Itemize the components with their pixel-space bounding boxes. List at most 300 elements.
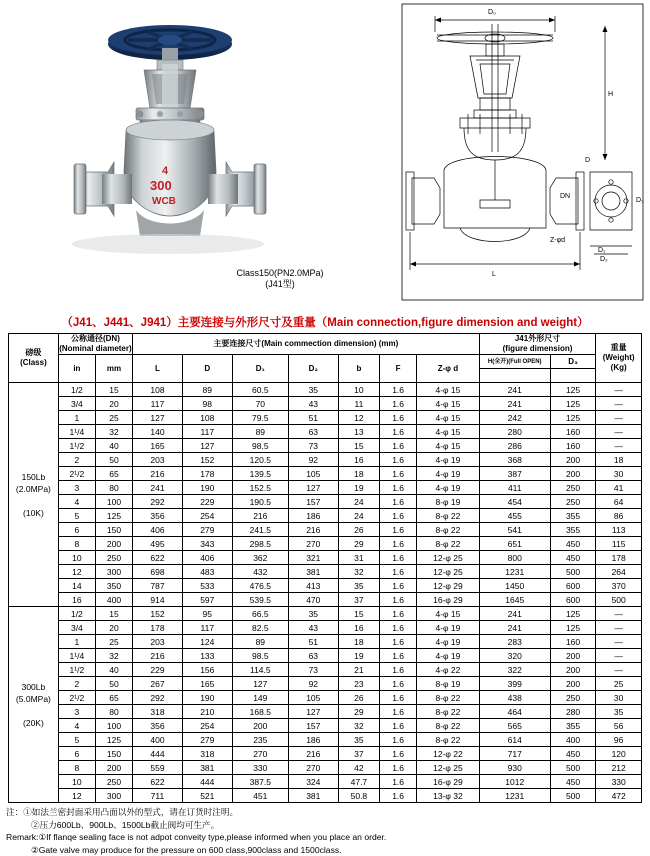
table-cell: 165 (182, 677, 232, 691)
table-cell: 500 (596, 593, 642, 607)
table-cell: 1.6 (380, 537, 417, 551)
table-cell: 8 (58, 537, 95, 551)
table-cell: 2¹/2 (58, 691, 95, 705)
table-cell: 80 (95, 705, 132, 719)
table-cell: 464 (479, 705, 550, 719)
table-cell: — (596, 439, 642, 453)
header-col-b: b (338, 355, 379, 383)
table-cell: 387 (479, 467, 550, 481)
table-cell: 152 (133, 607, 183, 621)
table-cell: 1.6 (380, 747, 417, 761)
caption-line-2: (J41型) (150, 279, 410, 290)
drawing-label-dn: DN (560, 193, 570, 200)
photo-marking-class: 300 (150, 178, 172, 193)
table-cell: 250 (550, 481, 596, 495)
table-cell: 450 (550, 551, 596, 565)
table-cell: 355 (550, 719, 596, 733)
table-header-row-1 (9, 334, 642, 355)
table-cell: 300 (95, 789, 132, 803)
table-cell: 25 (95, 635, 132, 649)
table-row (9, 719, 642, 733)
note-line-1: 注：①如法兰密封面采用凸面以外的型式，请在订货时注明。 (6, 806, 650, 819)
table-cell: 30 (596, 467, 642, 481)
table-cell: 451 (232, 789, 288, 803)
table-cell: 717 (479, 747, 550, 761)
header-col-h: H(全开)(Full OPEN) (479, 355, 550, 369)
table-head (9, 334, 642, 383)
table-cell: 600 (550, 593, 596, 607)
table-row (9, 607, 642, 621)
table-cell: 350 (95, 579, 132, 593)
table-cell: 35 (338, 579, 379, 593)
table-cell: 1¹/4 (58, 649, 95, 663)
table-cell: 1.6 (380, 775, 417, 789)
header-col-d: D (182, 355, 232, 383)
table-cell: 3 (58, 705, 95, 719)
table-cell: 800 (479, 551, 550, 565)
table-cell: 320 (479, 649, 550, 663)
table-cell: 66.5 (232, 607, 288, 621)
table-cell: 42 (338, 761, 379, 775)
table-cell: 25 (596, 677, 642, 691)
page-title: （J41、J441、J941）主要连接与外形尺寸及重量（Main connection,figure dimension and weight） (0, 314, 650, 330)
table-cell: 241 (133, 481, 183, 495)
header-nominal-in: in (58, 355, 95, 383)
table-cell: 43 (288, 621, 338, 635)
table-cell: 1.6 (380, 677, 417, 691)
table-cell: 100 (95, 719, 132, 733)
table-cell: 216 (288, 523, 338, 537)
table-cell: 400 (95, 593, 132, 607)
table-cell: — (596, 425, 642, 439)
table-cell: 1¹/2 (58, 663, 95, 677)
table-cell: 254 (182, 719, 232, 733)
table-cell: 1.6 (380, 789, 417, 803)
table-cell: 930 (479, 761, 550, 775)
table-row (9, 621, 642, 635)
header-weight: 重量 (Weight) (Kg) (596, 334, 642, 383)
table-cell: 8-φ 22 (417, 733, 480, 747)
table-cell: 1.6 (380, 635, 417, 649)
table-cell: 200 (550, 677, 596, 691)
dimension-table (8, 333, 642, 803)
table-cell: 8-φ 22 (417, 523, 480, 537)
note-line-2: ②压力600Lb、900Lb、1500Lb截止阀均可生产。 (31, 819, 650, 832)
table-cell: 318 (133, 705, 183, 719)
table-cell: 280 (479, 425, 550, 439)
table-cell: 279 (182, 523, 232, 537)
table-cell: 8-φ 22 (417, 691, 480, 705)
table-cell: 4-φ 15 (417, 439, 480, 453)
table-cell: 73 (288, 439, 338, 453)
table-cell: 300 (95, 565, 132, 579)
table-cell: 19 (338, 649, 379, 663)
table-row (9, 663, 642, 677)
table-cell: 200 (232, 719, 288, 733)
table-cell: 1.6 (380, 425, 417, 439)
drawing-label-d3: D₃ (636, 197, 644, 204)
header-nominal-diameter: 公称通径(DN) (Nominal diameter) (58, 334, 132, 355)
table-cell: 1.6 (380, 761, 417, 775)
table-cell: 125 (550, 411, 596, 425)
table-cell: 4-φ 15 (417, 411, 480, 425)
table-cell: 20 (95, 621, 132, 635)
table-cell: 200 (95, 537, 132, 551)
table-cell: — (596, 397, 642, 411)
table-cell: 355 (550, 523, 596, 537)
table-cell: 12-φ 29 (417, 579, 480, 593)
table-cell: 139.5 (232, 467, 288, 481)
table-cell: 8-φ 22 (417, 705, 480, 719)
table-cell: 5 (58, 509, 95, 523)
drawing-label-h: H (608, 91, 613, 98)
table-row (9, 747, 642, 761)
table-cell: 1 (58, 411, 95, 425)
table-cell: 711 (133, 789, 183, 803)
table-cell: 50.8 (338, 789, 379, 803)
table-cell: 444 (133, 747, 183, 761)
header-nominal-mm: mm (95, 355, 132, 383)
table-cell: 165 (133, 439, 183, 453)
table-cell: 35 (596, 705, 642, 719)
table-cell: 1.6 (380, 453, 417, 467)
table-cell: 113 (596, 523, 642, 537)
table-cell: 651 (479, 537, 550, 551)
table-cell: 406 (133, 523, 183, 537)
table-cell: 160 (550, 425, 596, 439)
table-cell: 2¹/2 (58, 467, 95, 481)
header-main-connection: 主要连接尺寸(Main commection dimension) (mm) (133, 334, 480, 355)
table-cell: 241 (479, 383, 550, 397)
table-cell: 124 (182, 635, 232, 649)
class-cell: 150Lb (2.0MPa) (10K) (9, 383, 59, 607)
table-row (9, 383, 642, 397)
table-cell: 16 (58, 593, 95, 607)
table-cell: 270 (288, 761, 338, 775)
table-cell: — (596, 621, 642, 635)
table-cell: 98.5 (232, 649, 288, 663)
table-row (9, 537, 642, 551)
table-cell: 565 (479, 719, 550, 733)
table-cell: 41 (596, 481, 642, 495)
table-cell: 73 (288, 663, 338, 677)
table-cell: 16-φ 29 (417, 775, 480, 789)
table-cell: 117 (133, 397, 183, 411)
header-col-f: F (380, 355, 417, 383)
table-cell: 70 (232, 397, 288, 411)
table-cell: 29 (338, 705, 379, 719)
table-cell: 270 (288, 537, 338, 551)
table-cell: 400 (133, 733, 183, 747)
table-cell: 152 (182, 453, 232, 467)
table-cell: 476.5 (232, 579, 288, 593)
table-cell: 29 (338, 537, 379, 551)
table-cell: 160 (550, 439, 596, 453)
table-cell: 914 (133, 593, 183, 607)
table-cell: 125 (95, 509, 132, 523)
table-cell: 1.6 (380, 593, 417, 607)
table-cell: 4-φ 15 (417, 383, 480, 397)
table-cell: 40 (95, 663, 132, 677)
table-cell: 200 (550, 663, 596, 677)
table-cell: 250 (550, 495, 596, 509)
table-cell: 216 (232, 509, 288, 523)
table-cell: 4-φ 22 (417, 663, 480, 677)
table-cell: 127 (232, 677, 288, 691)
table-cell: 3/4 (58, 621, 95, 635)
table-cell: 1.6 (380, 411, 417, 425)
table-cell: 1.6 (380, 691, 417, 705)
table-cell: 283 (479, 635, 550, 649)
table-cell: 32 (338, 719, 379, 733)
table-cell: 105 (288, 467, 338, 481)
table-cell: 200 (95, 761, 132, 775)
table-cell: 12-φ 25 (417, 761, 480, 775)
table-cell: 40 (95, 439, 132, 453)
table-row (9, 523, 642, 537)
table-cell: 125 (95, 733, 132, 747)
table-cell: 387.5 (232, 775, 288, 789)
table-cell: 698 (133, 565, 183, 579)
table-row (9, 635, 642, 649)
table-cell: 92 (288, 677, 338, 691)
table-row (9, 579, 642, 593)
table-cell: 254 (182, 509, 232, 523)
table-cell: 35 (288, 383, 338, 397)
table-cell: 37 (338, 747, 379, 761)
note-line-4: ②Gate valve may produce for the pressure on 600 class,900class and 1500class. (31, 844, 650, 856)
table-cell: 127 (288, 481, 338, 495)
table-cell: 270 (232, 747, 288, 761)
table-cell: 114.5 (232, 663, 288, 677)
table-row (9, 467, 642, 481)
table-cell: 1231 (479, 565, 550, 579)
table-cell: 18 (338, 467, 379, 481)
table-cell: 203 (133, 453, 183, 467)
drawing-label-zd: Z-φd (550, 237, 565, 244)
table-cell: 8-φ 19 (417, 677, 480, 691)
table-cell: 1.6 (380, 663, 417, 677)
table-cell: 322 (479, 663, 550, 677)
table-cell: 120 (596, 747, 642, 761)
table-cell: 455 (479, 509, 550, 523)
table-cell: 321 (288, 551, 338, 565)
table-cell: 413 (288, 579, 338, 593)
table-cell: 13 (338, 425, 379, 439)
table-cell: 18 (596, 453, 642, 467)
header-col-d1: D₁ (232, 355, 288, 383)
table-cell: 10 (58, 775, 95, 789)
table-cell: 32 (338, 565, 379, 579)
table-cell: 18 (338, 635, 379, 649)
table-cell: 8-φ 22 (417, 509, 480, 523)
table-cell: 5 (58, 733, 95, 747)
table-cell: 472 (596, 789, 642, 803)
table-cell: 10 (338, 383, 379, 397)
table-cell: 89 (232, 635, 288, 649)
table-cell: 26 (338, 523, 379, 537)
table-cell: 381 (288, 565, 338, 579)
table-cell: 89 (232, 425, 288, 439)
notes-block (6, 806, 650, 856)
table-cell: 216 (288, 747, 338, 761)
table-row (9, 789, 642, 803)
table-cell: 4-φ 15 (417, 397, 480, 411)
table-cell: 292 (133, 495, 183, 509)
table-cell: 160 (550, 635, 596, 649)
table-cell: 63 (288, 649, 338, 663)
table-cell: 14 (58, 579, 95, 593)
table-row (9, 453, 642, 467)
table-cell: 1.6 (380, 439, 417, 453)
table-cell: 1.6 (380, 551, 417, 565)
table-cell: 250 (550, 691, 596, 705)
table-cell: 35 (338, 733, 379, 747)
table-cell: 622 (133, 775, 183, 789)
table-cell: 280 (550, 705, 596, 719)
table-cell: 495 (133, 537, 183, 551)
table-cell: 318 (182, 747, 232, 761)
table-cell: 241 (479, 621, 550, 635)
table-cell: 4-φ 19 (417, 453, 480, 467)
table-cell: 324 (288, 775, 338, 789)
table-cell: 1231 (479, 789, 550, 803)
table-row (9, 649, 642, 663)
table-cell: 356 (133, 509, 183, 523)
table-cell: 4 (58, 495, 95, 509)
table-cell: 43 (288, 397, 338, 411)
table-cell: 381 (182, 761, 232, 775)
table-cell: 157 (288, 719, 338, 733)
table-row (9, 761, 642, 775)
table-row (9, 691, 642, 705)
table-cell: 1012 (479, 775, 550, 789)
table-cell: 32 (95, 649, 132, 663)
table-cell: 140 (133, 425, 183, 439)
table-cell: 212 (596, 761, 642, 775)
table-cell: 355 (550, 509, 596, 523)
table-cell: 1.6 (380, 467, 417, 481)
table-cell: 89 (182, 383, 232, 397)
table-cell: 50 (95, 677, 132, 691)
table-cell: 541 (479, 523, 550, 537)
table-cell: 241 (479, 397, 550, 411)
table-cell: 200 (550, 467, 596, 481)
table-cell: 1.6 (380, 383, 417, 397)
table-cell: 65 (95, 467, 132, 481)
table-cell: 370 (596, 579, 642, 593)
table-cell: 539.5 (232, 593, 288, 607)
figure-caption (150, 268, 410, 290)
table-cell: 51 (288, 635, 338, 649)
drawing-label-d1: D₁ (598, 247, 606, 254)
table-cell: 1.6 (380, 481, 417, 495)
table-cell: — (596, 663, 642, 677)
table-cell: 65 (95, 691, 132, 705)
table-cell: 19 (338, 481, 379, 495)
table-cell: 178 (133, 621, 183, 635)
table-cell: 500 (550, 789, 596, 803)
table-cell: 229 (133, 663, 183, 677)
table-cell: 12-φ 25 (417, 551, 480, 565)
table-cell: 381 (288, 789, 338, 803)
table-row (9, 439, 642, 453)
table-cell: 16 (338, 453, 379, 467)
table-cell: 432 (232, 565, 288, 579)
table-cell: 279 (182, 733, 232, 747)
table-cell: 98.5 (232, 439, 288, 453)
table-cell: 229 (182, 495, 232, 509)
table-cell: 127 (182, 439, 232, 453)
table-cell: 178 (182, 467, 232, 481)
table-cell: 242 (479, 411, 550, 425)
table-cell: 125 (550, 397, 596, 411)
table-cell: 267 (133, 677, 183, 691)
table-cell: 178 (596, 551, 642, 565)
table-cell: 24 (338, 509, 379, 523)
table-cell: 100 (95, 495, 132, 509)
table-cell: 399 (479, 677, 550, 691)
table-cell: 1 (58, 635, 95, 649)
table-cell: 127 (133, 411, 183, 425)
table-cell: 125 (550, 621, 596, 635)
table-cell: 1.6 (380, 733, 417, 747)
header-col-d2: D₂ (288, 355, 338, 383)
table-cell: 108 (133, 383, 183, 397)
table-cell: 216 (133, 649, 183, 663)
table-cell: 105 (288, 691, 338, 705)
table-cell: 13-φ 32 (417, 789, 480, 803)
table-header-row-2 (9, 355, 642, 369)
table-row (9, 733, 642, 747)
header-figure-dimension: J41外形尺寸 (figure dimension) (479, 334, 596, 355)
table-cell: — (596, 635, 642, 649)
table-cell: 23 (338, 677, 379, 691)
table-cell: 356 (133, 719, 183, 733)
table-cell: 15 (95, 383, 132, 397)
table-row (9, 411, 642, 425)
table-cell: 406 (182, 551, 232, 565)
table-row (9, 775, 642, 789)
table-cell: 1.6 (380, 649, 417, 663)
table-cell: 117 (182, 425, 232, 439)
table-cell: 37 (338, 593, 379, 607)
table-cell: 1.6 (380, 621, 417, 635)
table-cell: 56 (596, 719, 642, 733)
class-cell: 300Lb (5.0MPa) (20K) (9, 607, 59, 803)
table-cell: 6 (58, 747, 95, 761)
table-cell: 149 (232, 691, 288, 705)
table-cell: 12-φ 22 (417, 747, 480, 761)
table-cell: 200 (550, 649, 596, 663)
table-cell: 125 (550, 383, 596, 397)
table-cell: 51 (288, 411, 338, 425)
table-cell: 450 (550, 537, 596, 551)
valve-technical-drawing (400, 2, 645, 302)
table-cell: 250 (95, 775, 132, 789)
drawing-label-d: D (585, 157, 590, 164)
table-cell: 60.5 (232, 383, 288, 397)
table-cell: 343 (182, 537, 232, 551)
table-cell: 4-φ 15 (417, 425, 480, 439)
table-cell: 16 (338, 621, 379, 635)
table-cell: 150 (95, 523, 132, 537)
table-cell: 186 (288, 733, 338, 747)
table-cell: 12 (338, 411, 379, 425)
table-cell: 368 (479, 453, 550, 467)
table-cell: 559 (133, 761, 183, 775)
table-cell: — (596, 649, 642, 663)
